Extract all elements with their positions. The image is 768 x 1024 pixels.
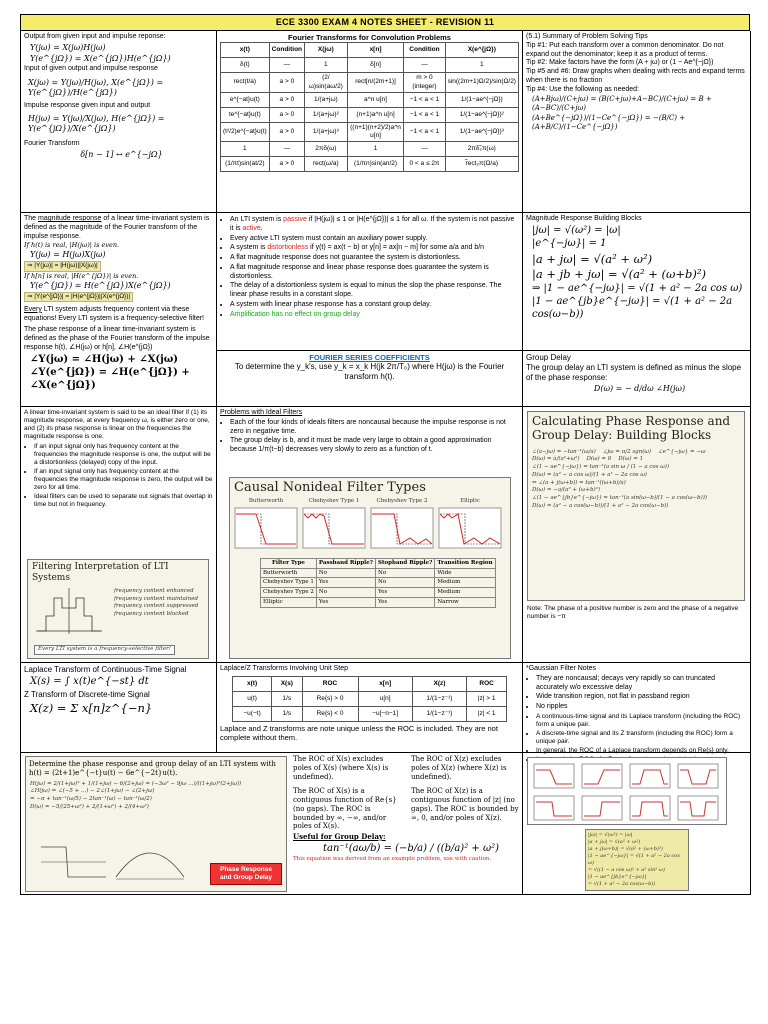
phase-blocks-cell: [523, 407, 751, 663]
filter-response-thumbnails: [527, 757, 727, 825]
filter-types-table: [260, 558, 496, 608]
filter-legend-2: frequency content maintained: [114, 595, 198, 602]
filter-plot-label: Butterworth: [248, 498, 284, 505]
filter-plot: [302, 498, 366, 553]
filter-plot-label: Elliptic: [460, 498, 480, 505]
magnitude-blocks-heading: Magnitude Response Building Blocks: [526, 215, 642, 222]
fourier-cell-3: 1: [347, 141, 404, 156]
laplace-z-cell-3: u[n]: [358, 691, 412, 706]
laplace-z-col-2: ROC: [302, 676, 358, 691]
filter-legend-1: frequency content enhanced: [114, 588, 194, 594]
io-eq-3: H(jω) = Y(jω)/X(jω), H(e^{jΩ}) = Y(e^{jΩ})/X(e^{jΩ}): [28, 114, 165, 134]
filter-response-sketch: [34, 586, 104, 636]
lti-property: • A system with linear phase response has a constant group delay.: [230, 301, 519, 310]
io-eq-1a: Y(jω) = X(jω)H(jω): [30, 42, 106, 52]
example-figure: [25, 756, 287, 892]
io-heading-2: Input of given output and impulse response: [24, 64, 158, 72]
lti-property: • Every active LTI system must contain an auxiliary power supply.: [230, 235, 519, 244]
phase-blocks-note: Note: The phase of a positive number is zero and the phase of a negative number is −π: [527, 605, 739, 621]
filter-types-cell-0: Chebyshev Type 2: [261, 588, 317, 598]
gaussian-heading: *Gaussian Filter Notes: [526, 665, 597, 672]
laplace-z-cell-2: Re{s} > 0: [302, 691, 358, 706]
filter-types-cell-2: Yes: [376, 598, 435, 608]
laplace-z-cell-1: 1/s: [272, 706, 302, 721]
filter-types-cell-3: Medium: [435, 588, 495, 598]
io-eq-1b: Y(e^{jΩ}) = X(e^{jΩ})H(e^{jΩ}): [30, 53, 171, 63]
laplace-z-cell: [217, 663, 523, 753]
filter-plot: [438, 498, 502, 553]
ideal-filter-cell: [21, 407, 217, 663]
lti-property: • A flat magnitude response does not guarantee the system is distortionless.: [230, 254, 519, 263]
filtering-figure-title: Filtering Interpretation of LTI Systems: [32, 562, 169, 584]
group-delay-cell: [523, 351, 751, 407]
laplace-z-col-0: x(t): [232, 676, 271, 691]
fourier-cell-3: a^n u[n]: [347, 92, 404, 107]
ideal-problems-cell: [217, 407, 523, 663]
laplace-z-cell-5: |z| < 1: [467, 706, 507, 721]
gaussian-roc-cell: [523, 663, 751, 753]
fourier-cell-0: rect(t/a): [221, 73, 270, 92]
magnitude-eq-1: Y(jω) = H(jω)X(jω): [30, 250, 106, 260]
fourier-cell-5: sin((2m+1)Ω/2)/sin(Ω/2): [445, 73, 518, 92]
laplace-z-row: [232, 706, 506, 721]
fourier-cell-5: 1/(1−ae^{−jΩ})³: [445, 122, 518, 141]
tips-cell: [523, 31, 751, 213]
notes-grid: [20, 31, 750, 895]
fourier-cell-5: 1/(1−ae^{−jΩ}): [445, 92, 518, 107]
filter-types-col-0: Filter Type: [261, 558, 317, 568]
mag-block-2: |e^{−jω}| = 1: [532, 238, 607, 250]
filter-types-col-1: Passband Ripple?: [316, 558, 375, 568]
fourier-series-text: To determine the y_k's, use y_k = x_k H(jk 2π/T₀) where H(jω) is the Fourier transform h(t).: [234, 362, 505, 382]
laplace-z-row: [232, 691, 506, 706]
magnitude-summary-figure: |jω| = √(ω²) = |ω| |a + jω| = √(a² + ω²) |a + j(ω+b)| = √(a² + (ω+b)²) |1 − ae^{−jω}| = √(1 + a² − 2a cos ω) = √((1 − a cos ω)² + a² sin² ω) |1 − ae^{jb}e^{−jω}| = √(1 + a² − 2a cos(ω−b)): [585, 829, 689, 891]
fourier-cell-5: 1/(1−ae^{−jΩ})²: [445, 107, 518, 122]
phase-blocks-title: Calculating Phase Response and Group Delay: Building Blocks: [532, 414, 731, 443]
fourier-row: [221, 73, 519, 92]
ideal-bullet-3: • Ideal filters can be used to separate out signals that overlap in time but not in frequency.: [34, 493, 213, 509]
filter-images-cell: [523, 753, 751, 895]
example-badge: Phase Response and Group Delay: [210, 863, 282, 885]
filter-types-header: [261, 558, 496, 568]
fourier-table-cell: [217, 31, 523, 213]
magnitude-response-cell: [21, 213, 217, 407]
example-problem: Determine the phase response and group delay of an LTI system with h(t) = (2t+1)e^{−t}u(t) − 6e^{−2t}u(t).: [29, 760, 276, 777]
gaussian-3: • No ripples: [536, 703, 747, 712]
fourier-row: [221, 107, 519, 122]
fourier-cell-2: 2πδ(ω): [305, 141, 348, 156]
tip-2: Tip #2: Make factors have the form (A + jω) or (1 − Ae^{−jΩ}): [526, 59, 714, 67]
roc-z-contiguous: The ROC of X(z) is a contiguous function of |z| (no gaps). The ROC is bounded by ∞, 0, and/or poles of X(z).: [411, 787, 519, 822]
ideal-filter-intro: A linear time-invariant system is said to be an ideal filter if (1) its magnitude response, at every frequency ω, is either zero or one, and (2) its phase response is linear on the frequencies the magnitude response is one.: [24, 409, 210, 441]
fourier-cell-2: 1/(a+jω): [305, 92, 348, 107]
filter-types-cell-2: No: [376, 578, 435, 588]
z-eq: X(z) = Σ x[n]z^{−n}: [30, 700, 153, 715]
fourier-cell-0: δ(t): [221, 58, 270, 73]
fourier-table: [220, 42, 519, 172]
phase-intro: The phase response of a linear time-invariant system is defined as the phase of the Fourier transform of the impulse response h(t), ∠H(jω) or h[n], ∠H(e^{jΩ}): [24, 326, 210, 351]
filter-types-cell-3: Narrow: [435, 598, 495, 608]
fourier-cell-0: e^{−at}u(t): [221, 92, 270, 107]
fourier-cell-4: —: [404, 141, 445, 156]
roc-2: • A discrete-time signal and its Z transform (including the ROC) form a unique pair.: [536, 730, 747, 746]
mag-block-4: |a + jb + jω| = √(a² + (ω+b)²): [532, 267, 706, 282]
filter-plot: [234, 498, 298, 553]
lti-property: • A flat magnitude response and linear phase response does guarantee the system is distortionless.: [230, 264, 519, 282]
filtering-interpretation-figure: [27, 559, 209, 659]
example-plots: [36, 839, 186, 885]
io-eq-2: X(jω) = Y(jω)/H(jω), X(e^{jΩ}) = Y(e^{jΩ})/H(e^{jΩ}): [28, 77, 164, 97]
fourier-cell-3: rect[n/(2m+1)]: [347, 73, 404, 92]
lti-properties-cell: [217, 213, 523, 351]
fourier-row: [221, 122, 519, 141]
group-delay-useful-eq: tan⁻¹(aω/b) = (−b/a) / ((b/a)² + ω²): [323, 842, 500, 854]
laplace-z-col-5: ROC: [467, 676, 507, 691]
magnitude-intro: The magnitude response of a linear time-invariant system is defined as the magnitude of the Fourier transform of the impulse response.: [24, 215, 210, 240]
tips-heading: (5.1) Summary of Problem Solving Tips: [526, 33, 648, 40]
laplace-z-cell-4: 1/(1−z⁻¹): [412, 691, 466, 706]
filter-plot-graph: [438, 506, 502, 550]
fourier-row: [221, 141, 519, 156]
filter-types-cell-2: No: [376, 568, 435, 578]
lti-property: • An LTI system is passive if |H(jω)| ≤ 1 or |H(e^{jΩ})| ≤ 1 for all ω. If the system is not passive it is active.: [230, 216, 519, 234]
fourier-cell-1: a > 0: [269, 73, 304, 92]
laplace-z-table: [232, 676, 507, 722]
filter-types-col-2: Stopband Ripple?: [376, 558, 435, 568]
fourier-col-4: Condition: [404, 43, 445, 58]
fourier-cell-2: (2/ω)sin(aω/2): [305, 73, 348, 92]
example-solution: H(jω) = 2/(1+jω)² + 1/(1+jω) − 6/(2+jω) = (−3ω² − 9jω ...)/((1+jω)²(2+jω)) ∠H(jω) = ∠(−5 + ...) − 2∠(1+jω) − ∠(2+jω) = −π + tan⁻¹(ω/5) − 2tan⁻¹(ω) − tan⁻¹(ω/2) D(ω) = −5/(25+ω²) + 2/(1+ω²) + 2/(4+ω²): [30, 780, 242, 810]
laplace-z-cell-5: |z| > 1: [467, 691, 507, 706]
fourier-table-heading: Fourier Transforms for Convolution Problems: [288, 33, 451, 42]
fourier-cell-2: rect(ω/a): [305, 156, 348, 171]
magnitude-summary: Every LTI system adjusts frequency content via these equations! Every LTI system is a frequency-selective filter!: [24, 305, 204, 322]
fourier-cell-4: m > 0 (integer): [404, 73, 445, 92]
fourier-row: [221, 92, 519, 107]
laplace-heading: Laplace Transform of Continuous-Time Signal: [24, 665, 187, 674]
ideal-bullet-1: • If an input signal only has frequency content at the frequencies the magnitude response is one, the output will be a distortionless (delayed) copy of the input.: [34, 443, 213, 467]
group-delay-eq: D(ω) = − d/dω ∠H(jω): [593, 384, 686, 393]
filter-plot: [370, 498, 434, 553]
fourier-cell-0: te^{−at}u(t): [221, 107, 270, 122]
laplace-z-note: Laplace and Z transforms are note unique unless the ROC is included. They are not complete without them.: [220, 723, 498, 743]
phase-blocks-figure: [527, 411, 745, 601]
magnitude-blocks-cell: [523, 213, 751, 351]
ideal-problem-2: • The group delay is b, and it must be made very large to obtain a good approximation because 1/π(t−b) decreases very slowly to zero as a function of t.: [230, 437, 519, 455]
fourier-cell-1: a > 0: [269, 107, 304, 122]
filter-plot-graph: [370, 506, 434, 550]
fourier-cell-2: 1/(a+jω)²: [305, 107, 348, 122]
fourier-cell-0: (1/πt)sin(at/2): [221, 156, 270, 171]
mag-block-1: |jω| = √(ω²) = |ω|: [532, 224, 621, 236]
fourier-col-1: Condition: [269, 43, 304, 58]
fourier-cell-4: −1 < a < 1: [404, 107, 445, 122]
fourier-col-2: X(jω): [305, 43, 348, 58]
laplace-z-col-4: X(z): [412, 676, 466, 691]
laplace-z-col-1: X(s): [272, 676, 302, 691]
fourier-cell-4: 0 < a ≤ 2π: [404, 156, 445, 171]
filter-types-cell-2: Yes: [376, 588, 435, 598]
filter-types-row: [261, 568, 496, 578]
fourier-cell-0: (t²/2)e^{−at}u(t): [221, 122, 270, 141]
tip-eq-2: (A+Be^{−jΩ})/(1−Ce^{−jΩ}) = −(B/C) + (A+B/C)/(1−Ce^{−jΩ}): [532, 113, 686, 131]
filter-types-cell-3: Wide: [435, 568, 495, 578]
causal-filters-title: Causal Nonideal Filter Types: [234, 480, 426, 495]
roc-z-poles: The ROC of X(z) excludes poles of X(z) (where X(z) is undefined).: [411, 755, 507, 781]
io-heading-4: Fourier Transform: [24, 140, 80, 148]
magnitude-cond-1: If h(t) is real, |H(jω)| is even.: [24, 241, 120, 250]
fourier-cell-3: (1/πn)sin(an/2): [347, 156, 404, 171]
filter-plot-graph: [234, 506, 298, 550]
causal-filters-figure: [229, 477, 511, 659]
fourier-cell-3: ((n+1)(n+2)/2)a^n u[n]: [347, 122, 404, 141]
filter-types-row: [261, 598, 496, 608]
laplace-z-cell-3: −u[−n−1]: [358, 706, 412, 721]
io-heading-3: Impulse response given input and output: [24, 101, 151, 109]
filter-types-cell-0: Butterworth: [261, 568, 317, 578]
fourier-cell-3: δ[n]: [347, 58, 404, 73]
fourier-table-header: [221, 43, 519, 58]
filter-types-cell-1: No: [316, 568, 375, 578]
laplace-cell: [21, 663, 217, 753]
filter-types-cell-3: Medium: [435, 578, 495, 588]
lti-property: • Amplification has no effect on group delay: [230, 311, 519, 320]
filter-types-cell-1: Yes: [316, 598, 375, 608]
gaussian-2: • Wide transition region, not flat in passband region: [536, 693, 747, 702]
tip-1: Tip #1: Put each transform over a common denominator. Do not expand out the denominator; keep it as a product of terms.: [526, 41, 724, 58]
filter-types-cell-0: Elliptic: [261, 598, 317, 608]
fourier-col-3: x[n]: [347, 43, 404, 58]
laplace-z-header: [232, 676, 506, 691]
magnitude-eq-2-highlight: ⇒ |Y(e^{jΩ})| = |H(e^{jΩ})||X(e^{jΩ})|: [24, 292, 133, 302]
laplace-z-cell-4: 1/(1−z⁻¹): [412, 706, 466, 721]
roc-s-contiguous: The ROC of X(s) is a contiguous function of Re{s} (no gaps). The ROC is bounded by ∞, −∞, and/or poles of X(s).: [293, 787, 397, 831]
example-cell: [21, 753, 523, 895]
tip-4: Tip #4: Use the following as needed:: [526, 85, 639, 93]
filter-plot-row: [230, 498, 510, 553]
mag-block-5: ⇒ |1 − ae^{−jω}| = √(1 + a² − 2a cos ω): [532, 282, 743, 294]
roc-3: • In general, the ROC of a Laplace transform depends on Re{s} only.: [536, 747, 747, 755]
io-relations-cell: [21, 31, 217, 213]
fourier-series-heading: FOURIER SERIES COEFFICIENTS: [309, 353, 430, 362]
filter-legend-4: frequency content blocked: [114, 611, 189, 618]
fourier-cell-2: 1: [305, 58, 348, 73]
laplace-z-cell-0: −u(−t): [232, 706, 271, 721]
io-heading-1: Output from given input and impulse reponse:: [24, 33, 166, 40]
fourier-row: [221, 58, 519, 73]
fourier-cell-1: —: [269, 58, 304, 73]
filter-types-cell-1: Yes: [316, 578, 375, 588]
fourier-col-5: X(e^{jΩ}): [445, 43, 518, 58]
filter-plot-graph: [302, 506, 366, 550]
laplace-z-cell-0: u(t): [232, 691, 271, 706]
io-eq-4: δ[n − 1] ↔ e^{−jΩ}: [80, 150, 163, 159]
ideal-problems-heading: Problems with Ideal Filters: [220, 409, 303, 416]
phase-eq-2: ∠Y(e^{jΩ}) = ∠H(e^{jΩ}) + ∠X(e^{jΩ}): [30, 367, 190, 391]
fourier-col-0: x(t): [221, 43, 270, 58]
group-delay-text: The group delay an LTI system is defined as minus the slope of the phase response:: [526, 363, 742, 382]
filter-thumbnail-grid: [528, 758, 728, 826]
sheet-title: ECE 3300 EXAM 4 NOTES SHEET - REVISION 11: [20, 14, 750, 31]
lti-property: • A system is distortionless if y(t) = ax(t − b) or y[n] = ax[n − m] for some a/a and b/n: [230, 244, 519, 253]
lti-property: • The delay of a distortionless system is equal to minus the slop the phase response. The linear phase results in a constant slope.: [230, 282, 519, 300]
roc-properties: [293, 755, 521, 863]
fourier-series-cell: [217, 351, 523, 407]
fourier-cell-2: 1/(a+jω)³: [305, 122, 348, 141]
mag-block-3: |a + jω| = √(a² + ω²): [532, 251, 653, 266]
group-delay-useful-heading: Useful for Group Delay:: [293, 832, 386, 841]
fourier-cell-5: 1: [445, 58, 518, 73]
fourier-cell-4: −1 < a < 1: [404, 92, 445, 107]
z-heading: Z Transform of Discrete-time Signal: [24, 689, 150, 699]
filter-plot-label: Chebyshev Type 1: [308, 498, 360, 505]
ideal-bullet-2: • If an input signal only has frequency content at the frequencies the magnitude response is zero, the output will be zero for all time.: [34, 468, 213, 492]
laplace-eq: X(s) = ∫ x(t)e^{−st} dt: [30, 676, 149, 687]
filter-types-cell-1: No: [316, 588, 375, 598]
filtering-figure-footer: Every LTI system is a frequency-selective filter!: [34, 645, 175, 655]
fourier-cell-0: 1: [221, 141, 270, 156]
roc-s-poles: The ROC of X(s) excludes poles of X(s) (where X(s) is undefined).: [293, 755, 389, 781]
fourier-cell-1: a > 0: [269, 92, 304, 107]
tip-3: Tip #5 and #6: Draw graphs when dealing with rects and expand terms when there is no fraction: [526, 68, 745, 84]
notes-sheet: [20, 14, 750, 962]
group-delay-caption: This equation was derived from an example problem, use with caution.: [293, 856, 492, 863]
fourier-cell-1: a > 0: [269, 156, 304, 171]
fourier-cell-5: r̃ect₂π(Ω/a): [445, 156, 518, 171]
filter-types-cell-0: Chebyshev Type 1: [261, 578, 317, 588]
laplace-z-cell-2: Re{s} < 0: [302, 706, 358, 721]
mag-block-6: |1 − ae^{jb}e^{−jω}| = √(1 + a² − 2a cos(ω−b)): [532, 296, 733, 320]
filter-types-row: [261, 588, 496, 598]
fourier-cell-3: (n+1)a^n u[n]: [347, 107, 404, 122]
group-delay-heading: Group Delay: [526, 353, 571, 362]
ideal-problem-1: • Each of the four kinds of ideals filters are noncausal because the impulse response is not zero in negative time.: [230, 419, 519, 437]
roc-1: • A continuous-time signal and its Laplace transform (including the ROC) form a unique pair.: [536, 713, 747, 729]
magnitude-cond-2: If h[n] is real, |H(e^{jΩ})| is even.: [24, 271, 139, 280]
fourier-cell-5: 2πδ̃₂π(ω): [445, 141, 518, 156]
magnitude-eq-2: Y(e^{jΩ}) = H(e^{jΩ})X(e^{jΩ}): [30, 280, 171, 290]
magnitude-eq-1-highlight: ⇒ |Y(jω)| = |H(jω)||X(jω)|: [24, 261, 101, 271]
laplace-z-cell-1: 1/s: [272, 691, 302, 706]
fourier-cell-1: a > 0: [269, 122, 304, 141]
gaussian-1: • They are noncausal; decays very rapidly so can truncated accurately w/o excessive delay: [536, 675, 747, 693]
laplace-z-heading: Laplace/Z Transforms Involving Unit Step: [220, 665, 349, 672]
phase-blocks-formulas: ∠(a−jω) = −tan⁻¹(ω/a) ∠jω = π/2 sgn(ω) ∠e^{−jω} = −ω D(ω) = a/(a²+ω²) D(ω) = 0 D(ω) = 1 ∠(1 − ae^{−jω}) = tan⁻¹(a sin ω / (1 − a cos ω)) D(ω) = (a² − a cos ω)/(1 + a² − 2a cos ω) ⇒ ∠(a + j(ω+b)) = tan⁻¹((ω+b)/a) D(ω) = −a/(a² + (ω+b)²) ∠(1 − ae^{jb}e^{−jω}) = tan⁻¹(a sin(ω−b)/(1 − a cos(ω−b))) D(ω) = (a² − a cos(ω−b))/(1 + a² − 2a cos(ω−b)): [532, 448, 708, 509]
filter-types-col-3: Transition Region: [435, 558, 495, 568]
fourier-cell-4: —: [404, 58, 445, 73]
filter-plot-label: Chebyshev Type 2: [376, 498, 428, 505]
laplace-z-col-3: x[n]: [358, 676, 412, 691]
fourier-cell-4: −1 < a < 1: [404, 122, 445, 141]
fourier-cell-1: —: [269, 141, 304, 156]
tip-eq-1: (A+Bjω)/(C+jω) = (B(C+jω)+A−BC)/(C+jω) = B + (A−BC)/(C+jω): [532, 95, 712, 112]
phase-eq-1: ∠Y(jω) = ∠H(jω) + ∠X(jω): [30, 353, 178, 365]
fourier-row: [221, 156, 519, 171]
lti-properties-list: [220, 216, 519, 319]
filter-types-row: [261, 578, 496, 588]
filter-legend-3: frequency content suppressed: [114, 603, 199, 610]
